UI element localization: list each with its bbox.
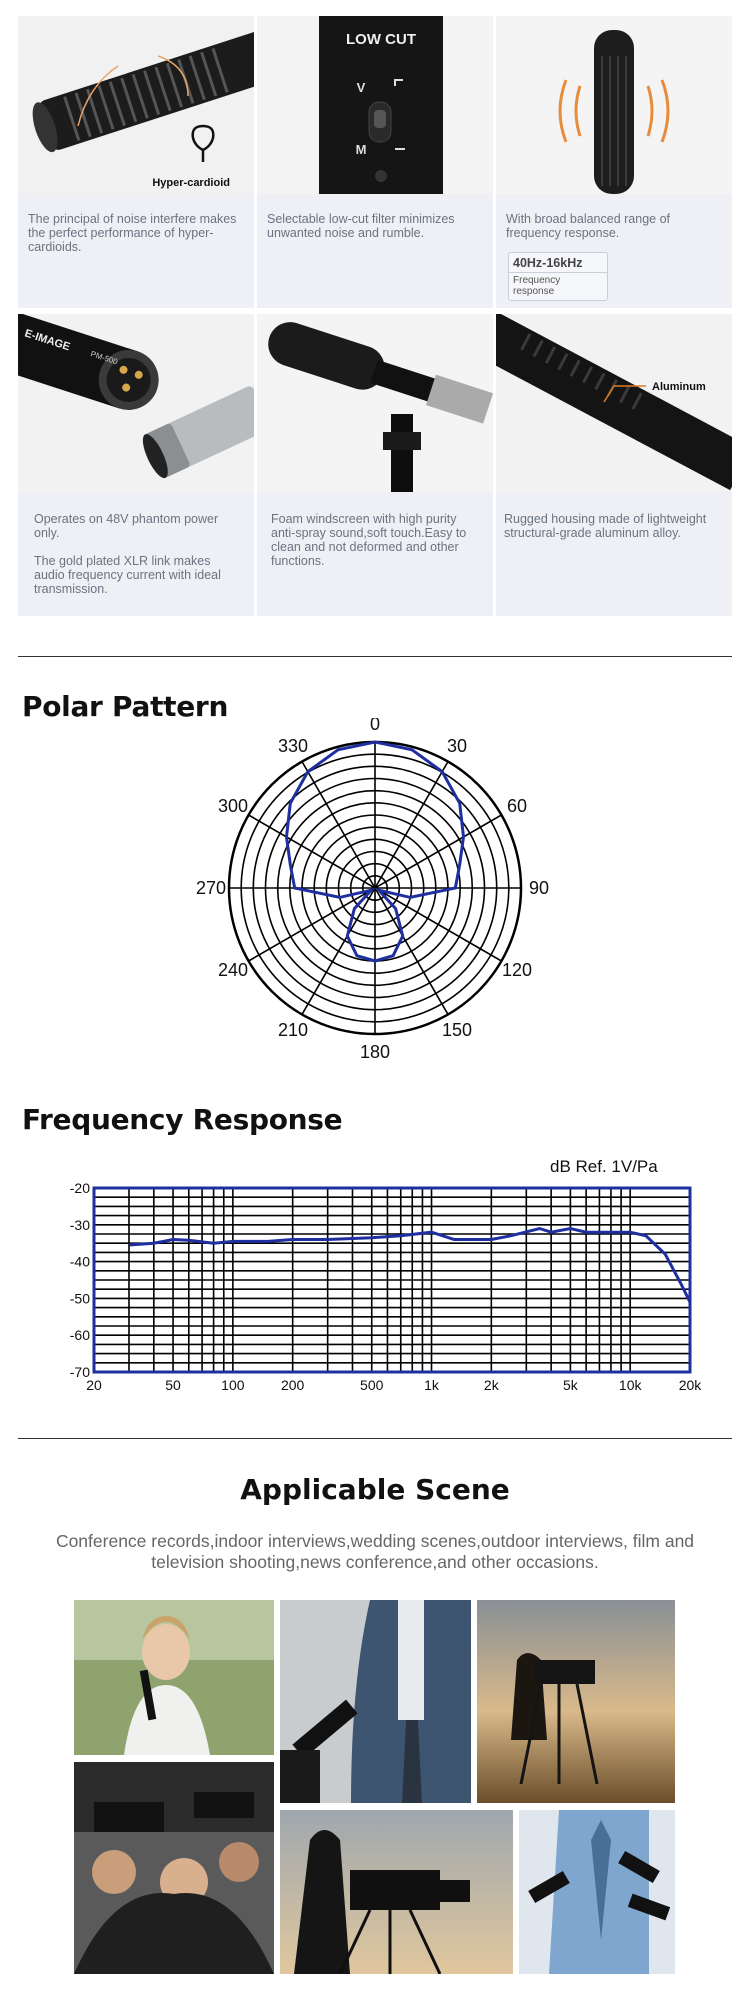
scene-photo-interview-businessman [280, 1600, 471, 1803]
feature-text: Rugged housing made of lightweight structural-grade aluminum alloy. [504, 512, 707, 540]
polar-angle-label: 0 [369, 718, 381, 734]
freq-x-tick-label: 1k [424, 1377, 439, 1393]
section-divider [18, 1438, 732, 1439]
polar-angle-label: 150 [441, 1020, 473, 1040]
brand-label: E-IMAGE [23, 327, 72, 354]
scene-photo-press-conference [74, 1762, 274, 1974]
db-reference-label: dB Ref. 1V/Pa [550, 1157, 658, 1176]
feature-card-hyper-cardioid [18, 16, 254, 308]
freq-y-tick-label: -60 [69, 1327, 90, 1344]
freq-y-tick-label: -40 [69, 1253, 90, 1270]
freq-x-tick-label: 2k [483, 1377, 499, 1393]
freq-y-tick-label: -30 [69, 1216, 90, 1233]
frequency-range-value: 40Hz-16kHz [509, 253, 607, 273]
windscreen-image [257, 314, 493, 492]
polar-angle-label: 30 [446, 736, 468, 756]
polar-angle-label: 240 [217, 960, 249, 980]
low-cut-switch-image [257, 16, 493, 194]
polar-angle-label: 270 [195, 878, 227, 898]
microphone-upright-image [496, 16, 732, 194]
applicable-scene-title: Applicable Scene [240, 1473, 510, 1506]
freq-y-tick-label: -20 [69, 1180, 90, 1196]
feature-text: With broad balanced range of frequency response. [506, 212, 670, 240]
freq-x-tick-label: 200 [280, 1377, 305, 1393]
feature-card-low-cut [257, 16, 493, 308]
microphone-grille-image [18, 16, 254, 194]
freq-x-tick-label: 500 [360, 1377, 384, 1393]
polar-angle-label: 60 [506, 796, 528, 816]
freq-x-tick-label: 10k [618, 1377, 642, 1393]
freq-y-tick-label: -70 [69, 1364, 90, 1380]
polar-angle-label: 330 [277, 736, 309, 756]
aluminum-label: Aluminum [652, 381, 706, 393]
scene-photo-camera-field [477, 1600, 675, 1803]
freq-y-tick-label: -50 [69, 1290, 90, 1307]
scene-photo-reporter-woman [74, 1600, 274, 1755]
xlr-connector-image [18, 314, 254, 492]
hyper-cardioid-label: Hyper-cardioid [152, 177, 230, 189]
scene-photo-cameraman-sunset [280, 1810, 513, 1974]
feature-text: Foam windscreen with high purity anti-spray sound,soft touch.Easy to clean and not deformed and other functions. [271, 512, 467, 568]
polar-angle-label: 90 [528, 878, 550, 898]
freq-x-tick-label: 100 [221, 1377, 245, 1393]
low-cut-label: LOW CUT [346, 31, 416, 48]
switch-label-m: M [355, 142, 367, 157]
polar-angle-label: 210 [277, 1020, 309, 1040]
feature-text: Operates on 48V phantom power only. [34, 512, 219, 540]
frequency-response-caption: Frequency response [513, 275, 561, 297]
switch-label-v: V [356, 80, 366, 95]
feature-text: Selectable low-cut filter minimizes unwanted noise and rumble. [267, 212, 455, 240]
feature-card-frequency-range [496, 16, 732, 308]
freq-x-tick-label: 5k [562, 1377, 578, 1393]
scene-photo-microphones-businessman [519, 1810, 675, 1974]
polar-pattern-chart [0, 718, 750, 1058]
feature-card-xlr [18, 314, 254, 616]
polar-angle-label: 180 [359, 1042, 391, 1058]
frequency-response-title: Frequency Response [22, 1103, 343, 1136]
polar-angle-label: 300 [217, 796, 249, 816]
feature-text-secondary: The gold plated XLR link makes audio frequency current with ideal transmission. [34, 554, 221, 596]
freq-x-tick-label: 20 [86, 1377, 102, 1393]
feature-card-windscreen [257, 314, 493, 616]
polar-pattern-title: Polar Pattern [22, 690, 229, 723]
freq-x-tick-label: 20k [678, 1377, 702, 1393]
feature-card-aluminum [496, 314, 732, 616]
frequency-response-chart [0, 1148, 750, 1398]
applicable-scene-description: Conference records,indoor interviews,wedding scenes,outdoor interviews, film and television shooting,news conference,and other occasions. [55, 1531, 695, 1572]
model-label: PM-500 [89, 349, 119, 367]
feature-text: The principal of noise interfere makes the perfect performance of hyper-cardioids. [28, 212, 237, 254]
section-divider [18, 656, 732, 657]
polar-angle-label: 120 [501, 960, 533, 980]
freq-x-tick-label: 50 [165, 1377, 181, 1393]
frequency-response-badge [508, 252, 608, 301]
aluminum-housing-image [496, 314, 732, 492]
